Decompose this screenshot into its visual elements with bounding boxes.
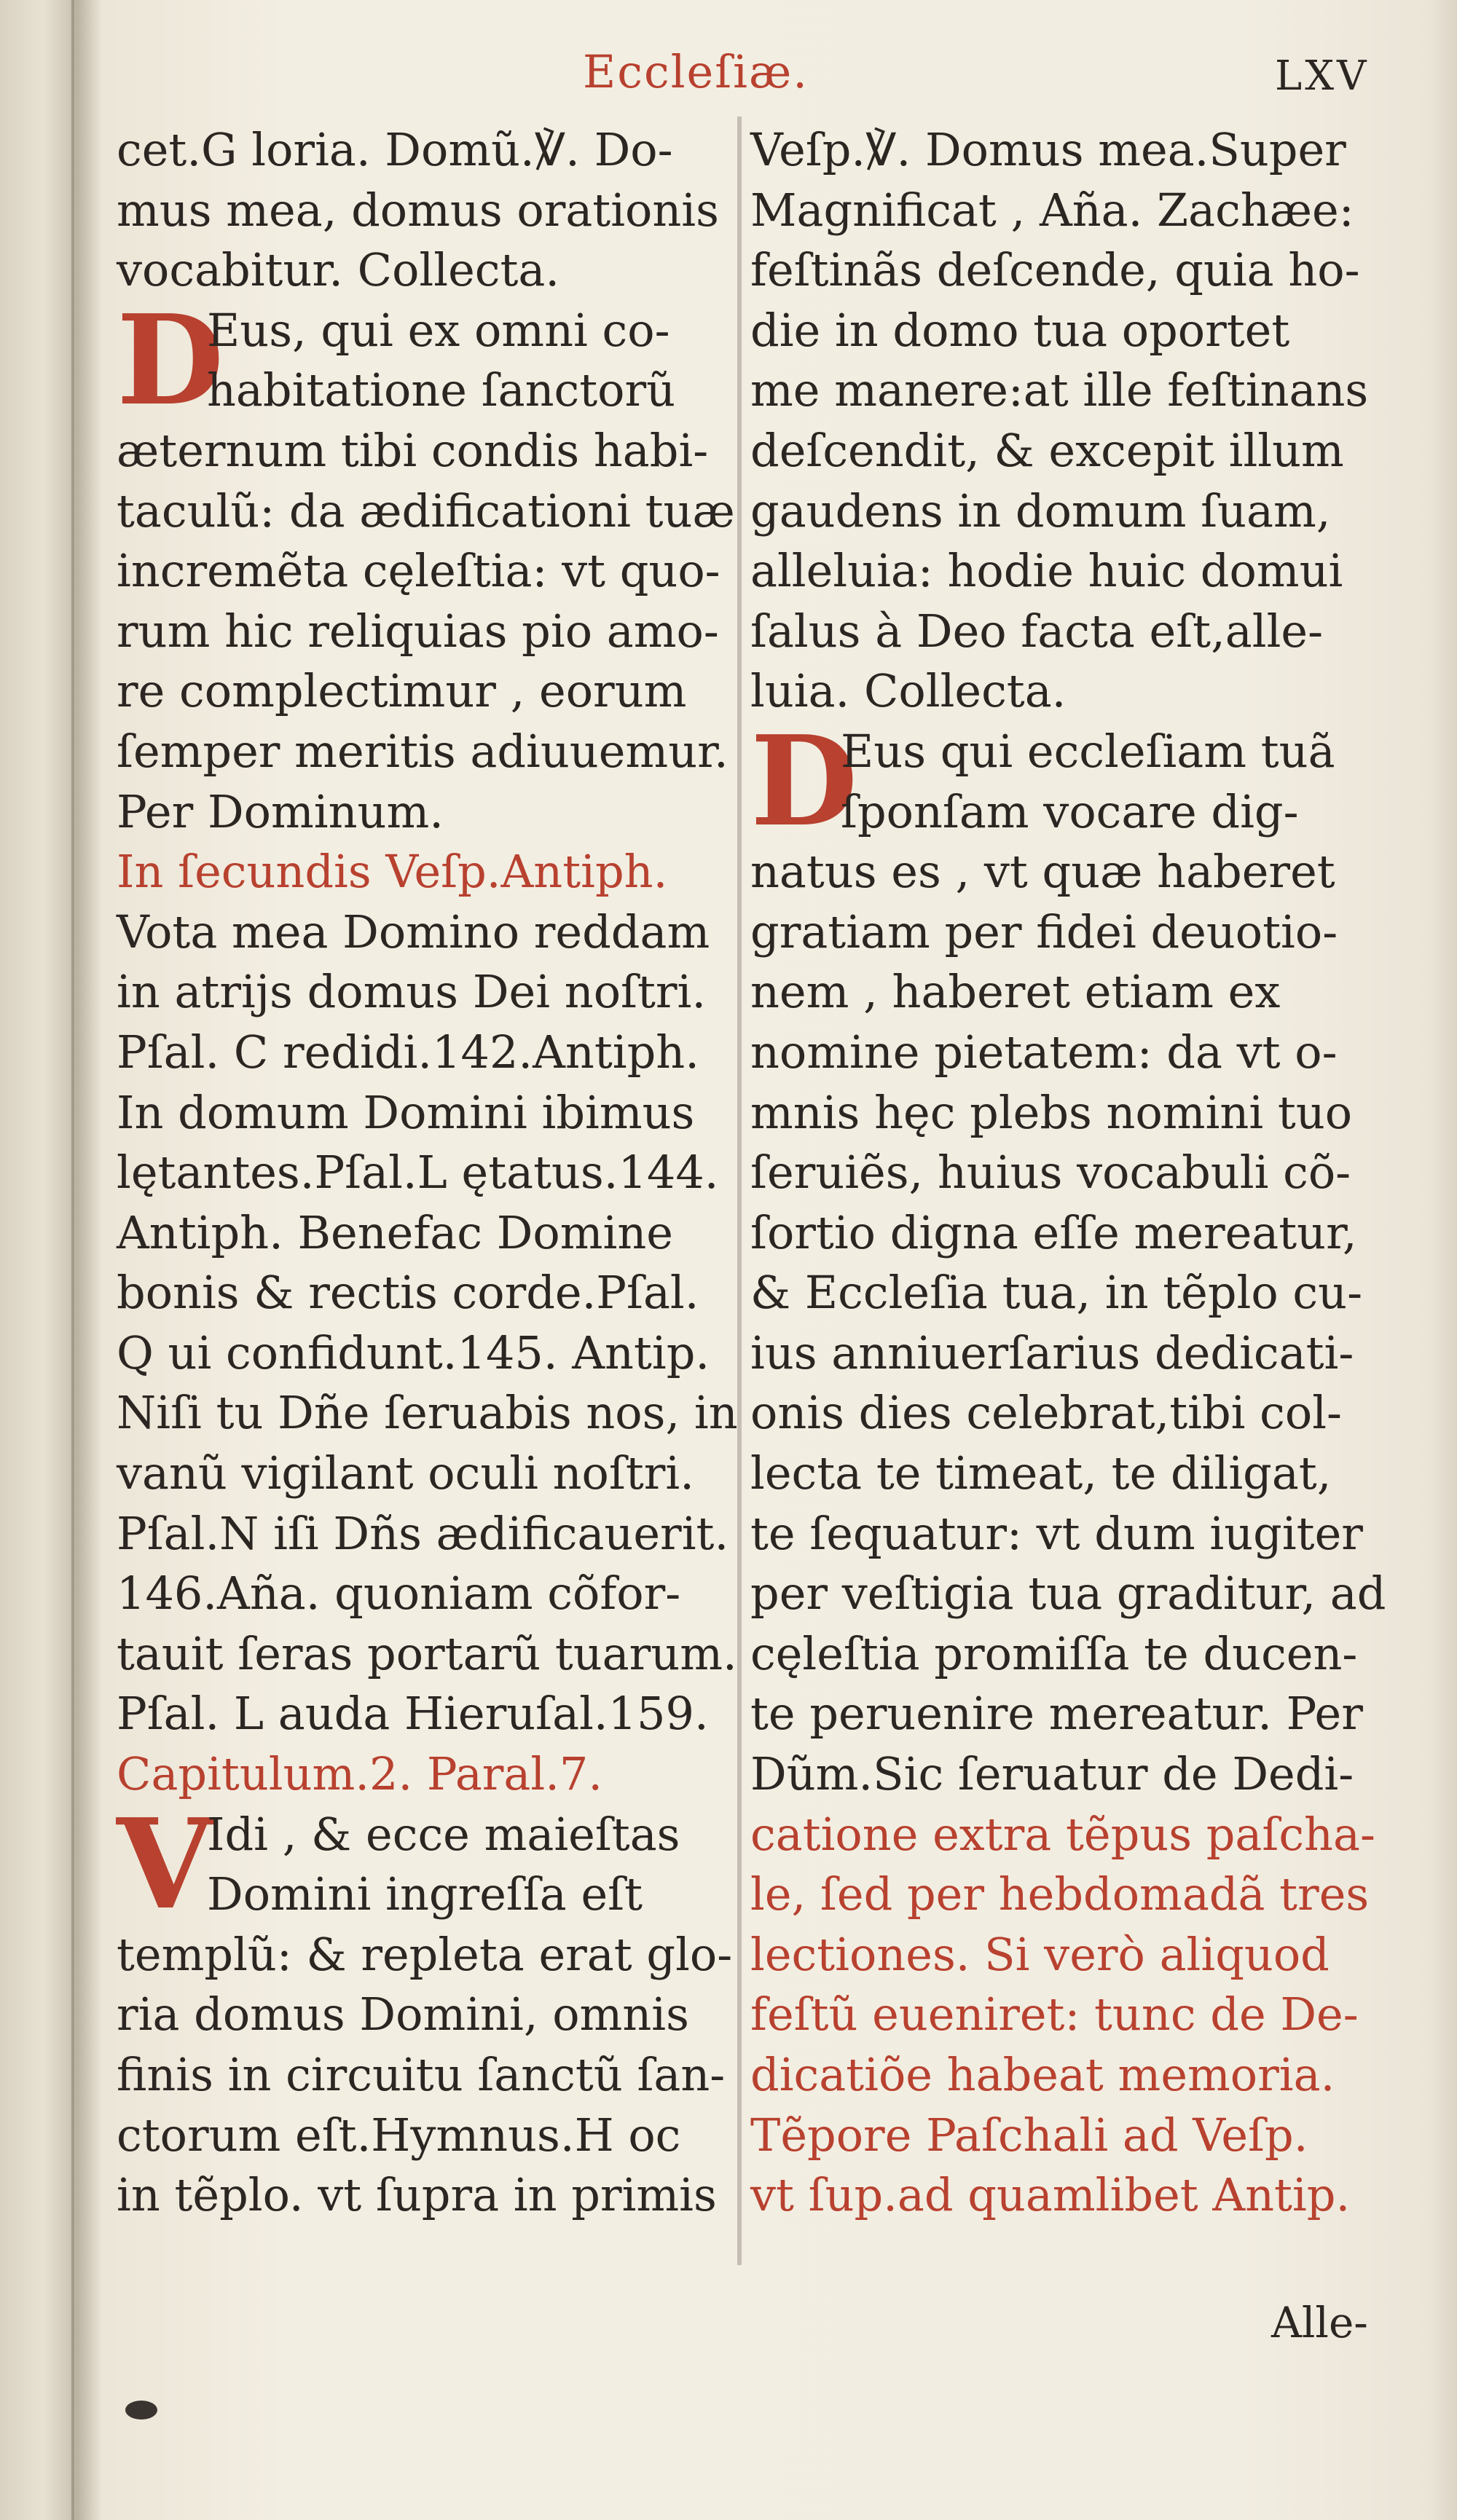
text-line: Eus, qui ex omni co- xyxy=(207,303,670,357)
text-line: Niſi tu Dñe ſeruabis nos, in xyxy=(117,1386,738,1440)
text-line: lętantes.Pſal.L ętatus.144. xyxy=(117,1146,719,1200)
text-line: Eus qui eccleſiam tuã xyxy=(841,724,1335,778)
text-line: te peruenire mereatur. Per xyxy=(750,1687,1363,1741)
running-head: Eccleſiæ. xyxy=(583,45,809,98)
text-line: vanũ vigilant oculi noſtri. xyxy=(117,1446,694,1500)
text-line: ſemper meritis adiuuemur. xyxy=(117,724,728,778)
catchword: Alle- xyxy=(1271,2298,1368,2347)
text-line: Idi , & ecce maieſtas xyxy=(207,1807,680,1861)
text-line: alleluia: hodie huic domui xyxy=(750,544,1343,598)
text-line: Q ui confidunt.145. Antip. xyxy=(117,1326,710,1379)
text-line: onis dies celebrat,tibi col- xyxy=(750,1386,1342,1440)
text-line: per veſtigia tua graditur, ad xyxy=(750,1567,1386,1621)
text-line: taculũ: da ædificationi tuæ xyxy=(117,484,735,538)
rubric-line: le, ſed per hebdomadã tres xyxy=(750,1867,1370,1921)
text-line: ria domus Domini, omnis xyxy=(117,1988,689,2041)
text-line: Antiph. Benefac Domine xyxy=(117,1205,673,1259)
text-line: incremẽta cęleſtia: vt quo- xyxy=(117,544,720,598)
text-line: ctorum eſt.Hymnus.H oc xyxy=(117,2108,681,2162)
folio-number: LXV xyxy=(1275,52,1370,100)
text-line: habitatione ſanctorũ xyxy=(207,363,676,417)
text-line: Pſal.N iſi Dñs ædificauerit. xyxy=(117,1506,729,1560)
rubric-line: vt ſup.ad quamlibet Antip. xyxy=(750,2168,1351,2222)
text-line: die in domo tua oportet xyxy=(750,303,1290,357)
text-line: te ſequatur: vt dum iugiter xyxy=(750,1506,1363,1560)
text-line: deſcendit, & excepit illum xyxy=(750,423,1344,477)
text-line: ſponſam vocare dig- xyxy=(841,784,1299,838)
collect-first-lines xyxy=(117,287,743,433)
text-line: Pſal. C redidi.142.Antiph. xyxy=(117,1025,699,1079)
rubric-line: In ſecundis Veſp.Antiph. xyxy=(117,845,668,899)
collect-first-lines xyxy=(750,708,1391,854)
text-line: me manere:at ille feſtinans xyxy=(750,363,1369,417)
rubric-line: Capitulum.2. Paral.7. xyxy=(117,1747,603,1801)
text-line: Vota mea Domino reddam xyxy=(117,905,710,958)
text-line: in tẽplo. vt ſupra in primis xyxy=(117,2168,717,2222)
text-line: in atrijs domus Dei noſtri. xyxy=(117,965,707,1019)
text-line: natus es , vt quæ haberet xyxy=(750,845,1335,899)
drop-cap: D xyxy=(750,708,858,854)
text-line: Pſal. L auda Hieruſal.159. xyxy=(117,1687,709,1741)
text-line: ius anniuerſarius dedicati- xyxy=(750,1326,1354,1379)
rubric-line: feſtũ eueniret: tunc de De- xyxy=(750,1988,1359,2041)
text-line: Per Dominum. xyxy=(117,784,444,838)
text-line: gaudens in domum ſuam, xyxy=(750,484,1331,538)
text-line: Domini ingreſſa eſt xyxy=(207,1867,643,1921)
text-line: feſtinãs deſcende, quia ho- xyxy=(750,243,1360,297)
text-line: re complectimur , eorum xyxy=(117,664,687,718)
text-line: ſortio digna eſſe mereatur, xyxy=(750,1205,1357,1259)
rubric-line: catione extra tẽpus paſcha- xyxy=(750,1807,1375,1861)
text-line: mnis hęc plebs nomini tuo xyxy=(750,1085,1353,1139)
text-line: cęleſtia promiſſa te ducen- xyxy=(750,1626,1358,1680)
text-line: gratiam per fidei deuotio- xyxy=(750,905,1338,958)
ink-blot xyxy=(125,2401,157,2419)
text-line: ſalus à Deo facta eſt,alle- xyxy=(750,604,1324,658)
text-line: luia. Collecta. xyxy=(750,664,1067,718)
text-line: æternum tibi condis habi- xyxy=(117,423,709,477)
drop-cap: D xyxy=(117,287,224,433)
text-line: & Eccleſia tua, in tẽplo cu- xyxy=(750,1266,1363,1320)
book-page xyxy=(109,0,1435,2520)
text-line: rum hic reliquias pio amo- xyxy=(117,604,719,658)
text-line: In domum Domini ibimus xyxy=(117,1085,695,1139)
text-line: lecta te timeat, te diligat, xyxy=(750,1446,1332,1500)
text-line: templũ: & repleta erat glo- xyxy=(117,1927,733,1981)
left-column xyxy=(117,120,743,2226)
text-line: Dũm.Sic ſeruatur de Dedi- xyxy=(750,1747,1354,1801)
text-line: mus mea, domus orationis xyxy=(117,183,719,237)
text-line: Magnificat , Aña. Zachæe: xyxy=(750,183,1354,237)
chapter-first-lines xyxy=(117,1791,743,1937)
text-line: vocabitur. Collecta. xyxy=(117,243,560,297)
text-line: bonis & rectis corde.Pſal. xyxy=(117,1266,699,1320)
rubric-line: dicatiõe habeat memoria. xyxy=(750,2048,1335,2101)
text-line: 146.Aña. quoniam cõfor- xyxy=(117,1567,681,1621)
rubric-line: Tẽpore Paſchali ad Veſp. xyxy=(750,2108,1308,2162)
right-column xyxy=(750,120,1391,2226)
text-line: finis in circuitu ſanctũ ſan- xyxy=(117,2048,726,2101)
text-line: ſeruiẽs, huius vocabuli cõ- xyxy=(750,1146,1351,1200)
text-line: Veſp.℣. Domus mea.Super xyxy=(750,123,1346,176)
drop-cap: V xyxy=(117,1791,213,1937)
rubric-line: lectiones. Si verò aliquod xyxy=(750,1927,1330,1981)
text-line: nomine pietatem: da vt o- xyxy=(750,1025,1338,1079)
text-line: cet.G loria. Domũ.℣. Do- xyxy=(117,123,673,176)
text-line: nem , haberet etiam ex xyxy=(750,965,1281,1019)
book-gutter xyxy=(71,0,74,2520)
text-line: tauit ſeras portarũ tuarum. xyxy=(117,1626,737,1680)
